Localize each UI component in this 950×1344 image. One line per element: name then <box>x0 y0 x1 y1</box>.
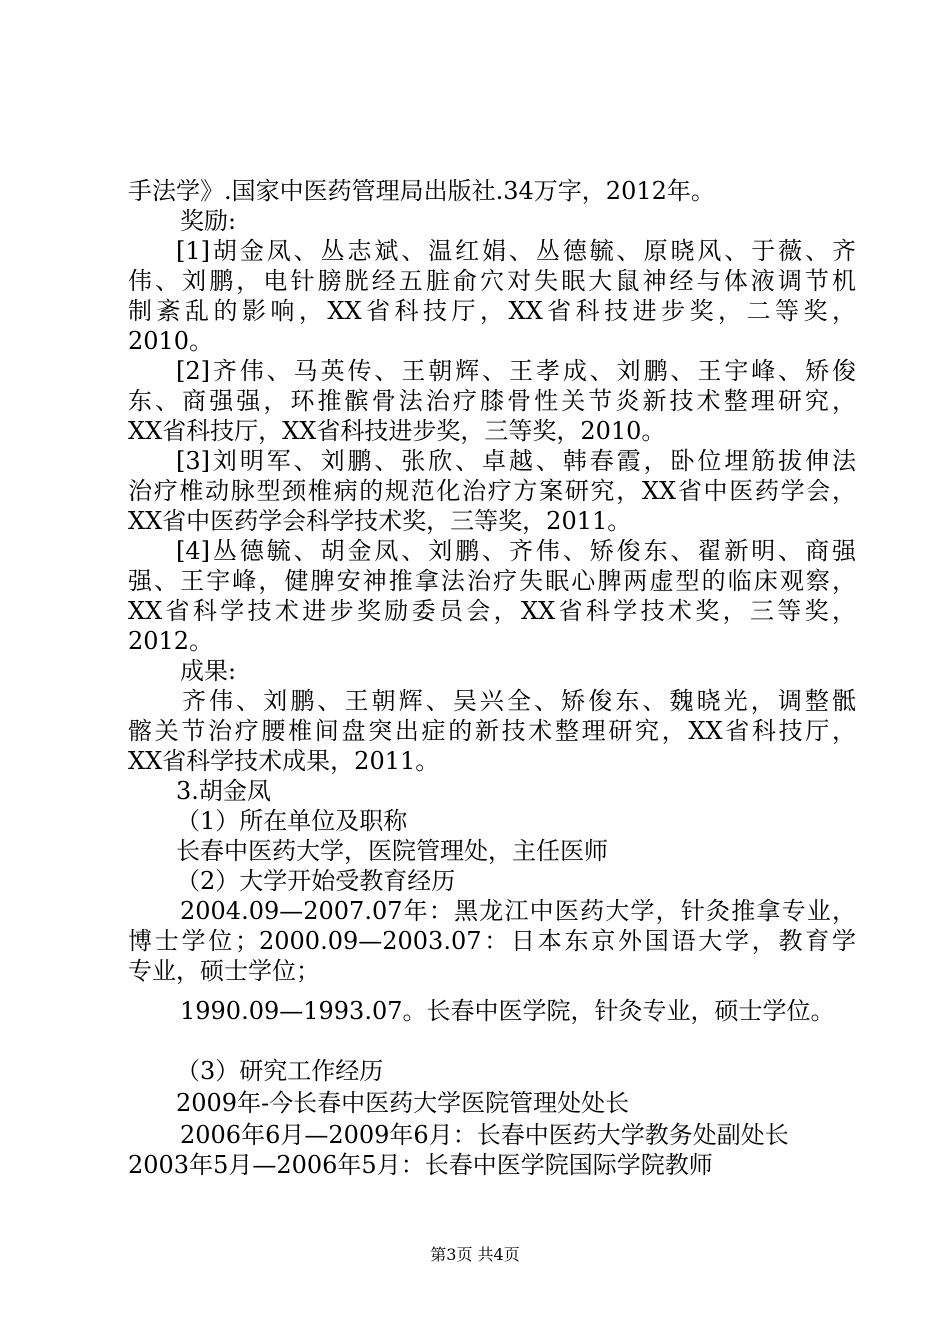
text-line: XX省科学技术进步奖励委员会，XX省科学技术奖，三等奖， <box>128 597 856 625</box>
text-line: [3]刘明军、刘鹏、张欣、卓越、韩春霞，卧位埋筋拔伸法 <box>176 447 856 475</box>
text-line: 2006年6月—2009年6月：长春中医药大学教务处副处长 <box>180 1121 789 1149</box>
text-line: [4]丛德毓、胡金凤、刘鹏、齐伟、矫俊东、翟新明、商强 <box>176 537 856 565</box>
text-line: 1990.09—1993.07。长春中医学院，针灸专业，硕士学位。 <box>180 997 835 1025</box>
section-heading-results: 成果: <box>180 657 237 685</box>
subsection-heading: （1）所在单位及职称 <box>176 807 408 835</box>
text-line: 手法学》.国家中医药管理局出版社.34万字，2012年。 <box>128 177 715 205</box>
text-line: 2003年5月—2006年5月：长春中医学院国际学院教师 <box>128 1151 713 1179</box>
text-line: 2004.09—2007.07年：黑龙江中医药大学，针灸推拿专业， <box>180 897 856 925</box>
text-line: 制紊乱的影响，XX省科技厅，XX省科技进步奖，二等奖， <box>128 297 856 325</box>
text-line: 治疗椎动脉型颈椎病的规范化治疗方案研究，XX省中医药学会， <box>128 477 856 505</box>
text-line: 2010。 <box>128 327 214 355</box>
text-line: 2012。 <box>128 627 214 655</box>
text-line: XX省中医药学会科学技术奖，三等奖，2011。 <box>128 507 632 535</box>
text-line: 专业，硕士学位； <box>128 957 320 985</box>
subsection-heading: （3）研究工作经历 <box>176 1057 384 1085</box>
text-line: 强、王宇峰，健脾安神推拿法治疗失眠心脾两虚型的临床观察， <box>128 567 856 595</box>
subsection-heading: （2）大学开始受教育经历 <box>176 867 456 895</box>
text-line: XX省科学技术成果，2011。 <box>128 747 440 775</box>
page-number-footer: 第3页 共4页 <box>430 1245 520 1264</box>
text-line: 2009年-今长春中医药大学医院管理处处长 <box>176 1089 630 1117</box>
section-heading-awards: 奖励: <box>180 207 237 235</box>
text-line: 博士学位；2000.09—2003.07：日本东京外国语大学，教育学 <box>128 927 856 955</box>
text-line: 长春中医药大学，医院管理处，主任医师 <box>176 837 608 865</box>
text-line: 东、商强强，环推髌骨法治疗膝骨性关节炎新技术整理研究， <box>128 387 856 415</box>
text-line: 伟、刘鹏，电针膀胱经五脏俞穴对失眠大鼠神经与体液调节机 <box>128 267 856 295</box>
text-line: [1]胡金凤、丛志斌、温红娟、丛德毓、原晓风、于薇、齐 <box>176 237 856 265</box>
text-line: 齐伟、刘鹏、王朝辉、吴兴全、矫俊东、魏晓光，调整骶 <box>182 687 856 715</box>
text-line: 髂关节治疗腰椎间盘突出症的新技术整理研究，XX省科技厅， <box>128 717 856 745</box>
text-line: [2]齐伟、马英传、王朝辉、王孝成、刘鹏、王宇峰、矫俊 <box>176 357 856 385</box>
text-line: XX省科技厅，XX省科技进步奖，三等奖，2010。 <box>128 417 666 445</box>
section-heading-person: 3.胡金凤 <box>176 777 271 805</box>
